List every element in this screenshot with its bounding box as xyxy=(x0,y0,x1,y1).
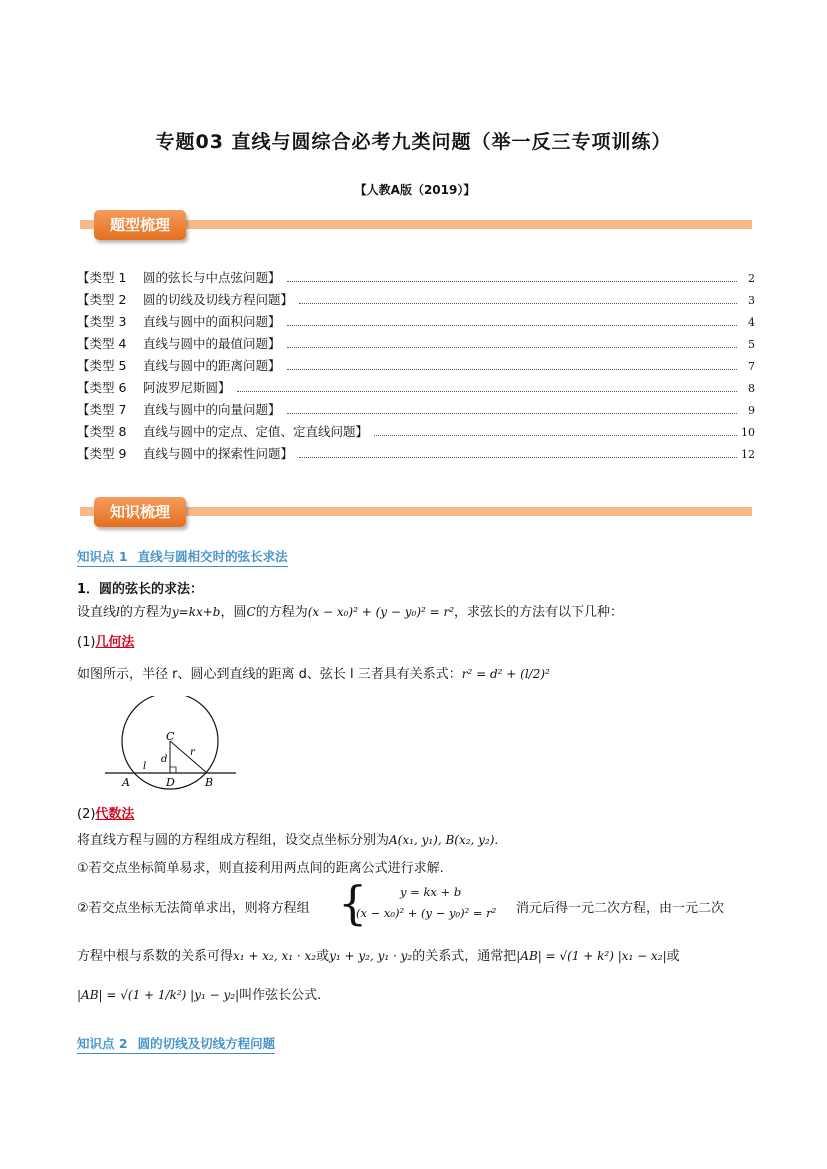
label-D: D xyxy=(166,776,175,789)
method-1-heading: (1)几何法 xyxy=(77,635,135,650)
right-angle-mark xyxy=(170,767,176,773)
toc-item[interactable]: 【类型 6 阿波罗尼斯圆】 8 xyxy=(77,380,755,395)
paragraph: 如图所示，半径 r、圆心到直线的距离 d、弦长 l 三者具有关系式：r² = d² + (l/2)² xyxy=(77,667,550,682)
knowledge-banner-label: 知识梳理 xyxy=(94,497,186,527)
toc-item[interactable]: 【类型 2 圆的切线及切线方程问题】 3 xyxy=(77,292,755,307)
section-heading: 1．圆的弦长的求法： xyxy=(77,582,204,597)
geometric-formula: r² = d² + (l/2)² xyxy=(461,667,550,681)
circle-equation: (x − x₀)² + (y − y₀)² = r² xyxy=(307,605,455,619)
label-d: d xyxy=(161,754,168,765)
system-brace: { xyxy=(338,876,368,930)
paragraph: |AB| = √(1 + 1/k²) |y₁ − y₂|叫作弦长公式. xyxy=(77,988,322,1003)
paragraph: 方程中根与系数的关系可得x₁ + x₂, x₁ · x₂或y₁ + y₂, y₁ · y₂的关系式，通常把|AB| = √(1 + k²) |x₁ − x₂|或 xyxy=(77,949,680,964)
paragraph: 设直线l的方程为y=kx+b，圆C的方程为(x − x₀)² + (y − y₀)² = r²，求弦长的方法有以下几种： xyxy=(77,605,624,620)
knowledge-point-1-heading: 知识点 1 直线与圆相交时的弦长求法 xyxy=(77,547,288,567)
knowledge-point-2-heading: 知识点 2 圆的切线及切线方程问题 xyxy=(77,1034,275,1054)
label-C: C xyxy=(166,730,175,743)
paragraph: ②若交点坐标无法简单求出，则将方程组 xyxy=(77,901,310,916)
toc-item[interactable]: 【类型 5 直线与圆中的距离问题】 7 xyxy=(77,358,755,373)
label-l: l xyxy=(143,761,147,772)
toc-banner-label: 题型梳理 xyxy=(94,210,186,240)
paragraph: ①若交点坐标简单易求，则直接利用两点间的距离公式进行求解. xyxy=(77,861,444,876)
paragraph: 将直线方程与圆的方程组成方程组，设交点坐标分别为A(x₁, y₁), B(x₂, y₂). xyxy=(77,833,499,848)
label-B: B xyxy=(205,776,214,789)
toc-item[interactable]: 【类型 4 直线与圆中的最值问题】 5 xyxy=(77,336,755,351)
toc-item[interactable]: 【类型 7 直线与圆中的向量问题】 9 xyxy=(77,402,755,417)
chord-figure xyxy=(100,696,240,796)
toc-item[interactable]: 【类型 8 直线与圆中的定点、定值、定直线问题】 10 xyxy=(77,424,755,439)
system-equation-2: (x − x₀)² + (y − y₀)² = r² xyxy=(356,906,497,920)
page-subtitle: 【人教A版（2019）】 xyxy=(354,183,476,197)
paragraph: 消元后得一元二次方程，由一元二次 xyxy=(516,901,725,916)
toc-item[interactable]: 【类型 1 圆的弦长与中点弦问题】 2 xyxy=(77,270,755,285)
radius-segment xyxy=(170,741,207,773)
toc-item[interactable]: 【类型 3 直线与圆中的面积问题】 4 xyxy=(77,314,755,329)
table-of-contents xyxy=(77,268,755,466)
label-r: r xyxy=(190,747,195,758)
chord-length-formula-x: |AB| = √(1 + k²) |x₁ − x₂| xyxy=(516,949,667,963)
system-equation-1: y = kx + b xyxy=(400,885,462,899)
chord-length-formula-y: |AB| = √(1 + 1/k²) |y₁ − y₂| xyxy=(77,988,240,1002)
toc-banner xyxy=(80,206,752,246)
knowledge-banner xyxy=(80,493,752,533)
method-2-heading: (2)代数法 xyxy=(77,807,135,822)
label-A: A xyxy=(122,776,130,789)
page-title: 专题03 直线与圆综合必考九类问题（举一反三专项训练） xyxy=(155,131,672,153)
toc-item[interactable]: 【类型 9 直线与圆中的探索性问题】 12 xyxy=(77,446,755,461)
